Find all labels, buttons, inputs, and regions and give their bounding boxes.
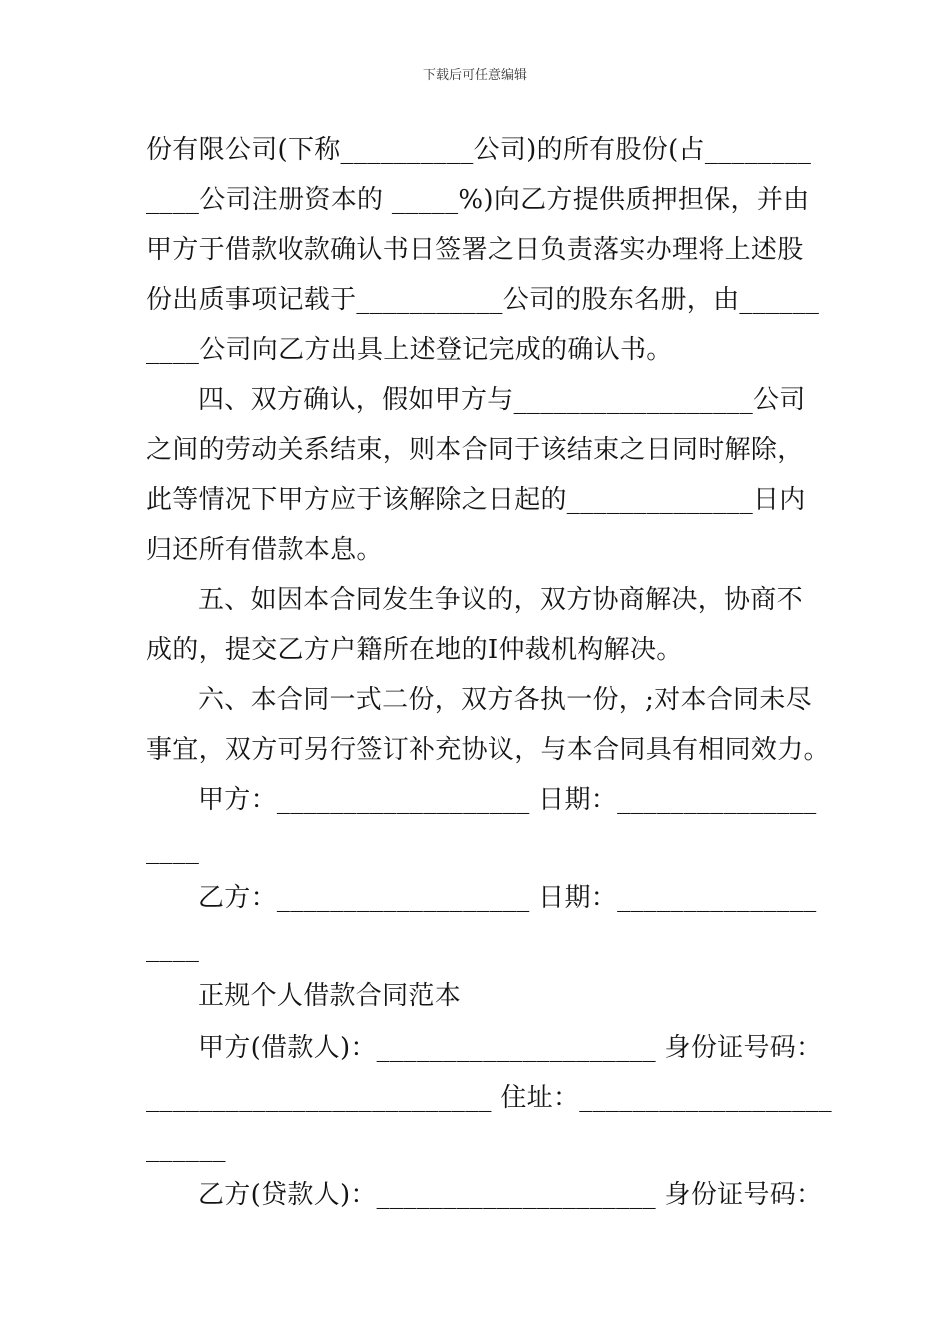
borrower-line: 甲方(借款人)：_____________________ 身份证号码： — [198, 1033, 823, 1063]
text-line: 成的，提交乙方户籍所在地的Ⅰ仲裁机构解决。 — [146, 635, 683, 665]
paragraph-5-start: 五、如因本合同发生争议的，双方协商解决，协商不 — [198, 585, 803, 615]
text-line: 之间的劳动关系结束，则本合同于该结束之日同时解除， — [146, 435, 804, 465]
text-line: 份有限公司(下称__________公司)的所有股份(占________ — [146, 135, 812, 165]
signature-continuation: ____ — [146, 933, 200, 963]
text-line: 归还所有借款本息。 — [146, 535, 383, 565]
text-line: ____公司注册资本的 _____%)向乙方提供质押担保，并由 — [146, 185, 810, 215]
borrower-id-address-line: __________________________ 住址：___________________ — [146, 1083, 832, 1113]
text-line: 份出质事项记载于___________公司的股东名册，由______ — [146, 285, 820, 315]
lender-line: 乙方(贷款人)：_____________________ 身份证号码： — [198, 1180, 823, 1210]
text-line: ____公司向乙方出具上述登记完成的确认书。 — [146, 335, 673, 365]
paragraph-4-start: 四、双方确认，假如甲方与__________________公司 — [198, 385, 806, 415]
address-continuation: ______ — [146, 1133, 226, 1163]
paragraph-6-start: 六、本合同一式二份，双方各执一份，;对本合同未尽 — [198, 685, 812, 715]
party-b-signature-line: 乙方：___________________ 日期：_______________ — [198, 883, 817, 913]
page-header: 下载后可任意编辑 — [422, 68, 527, 83]
text-line: 此等情况下甲方应于该解除之日起的______________日内 — [146, 485, 806, 515]
section-title: 正规个人借款合同范本 — [198, 981, 462, 1011]
text-line: 事宜，双方可另行签订补充协议，与本合同具有相同效力。 — [146, 735, 830, 765]
text-line: 甲方于借款收款确认书日签署之日负责落实办理将上述股 — [146, 235, 804, 265]
signature-continuation: ____ — [146, 835, 200, 865]
party-a-signature-line: 甲方：___________________ 日期：_______________ — [198, 785, 817, 815]
